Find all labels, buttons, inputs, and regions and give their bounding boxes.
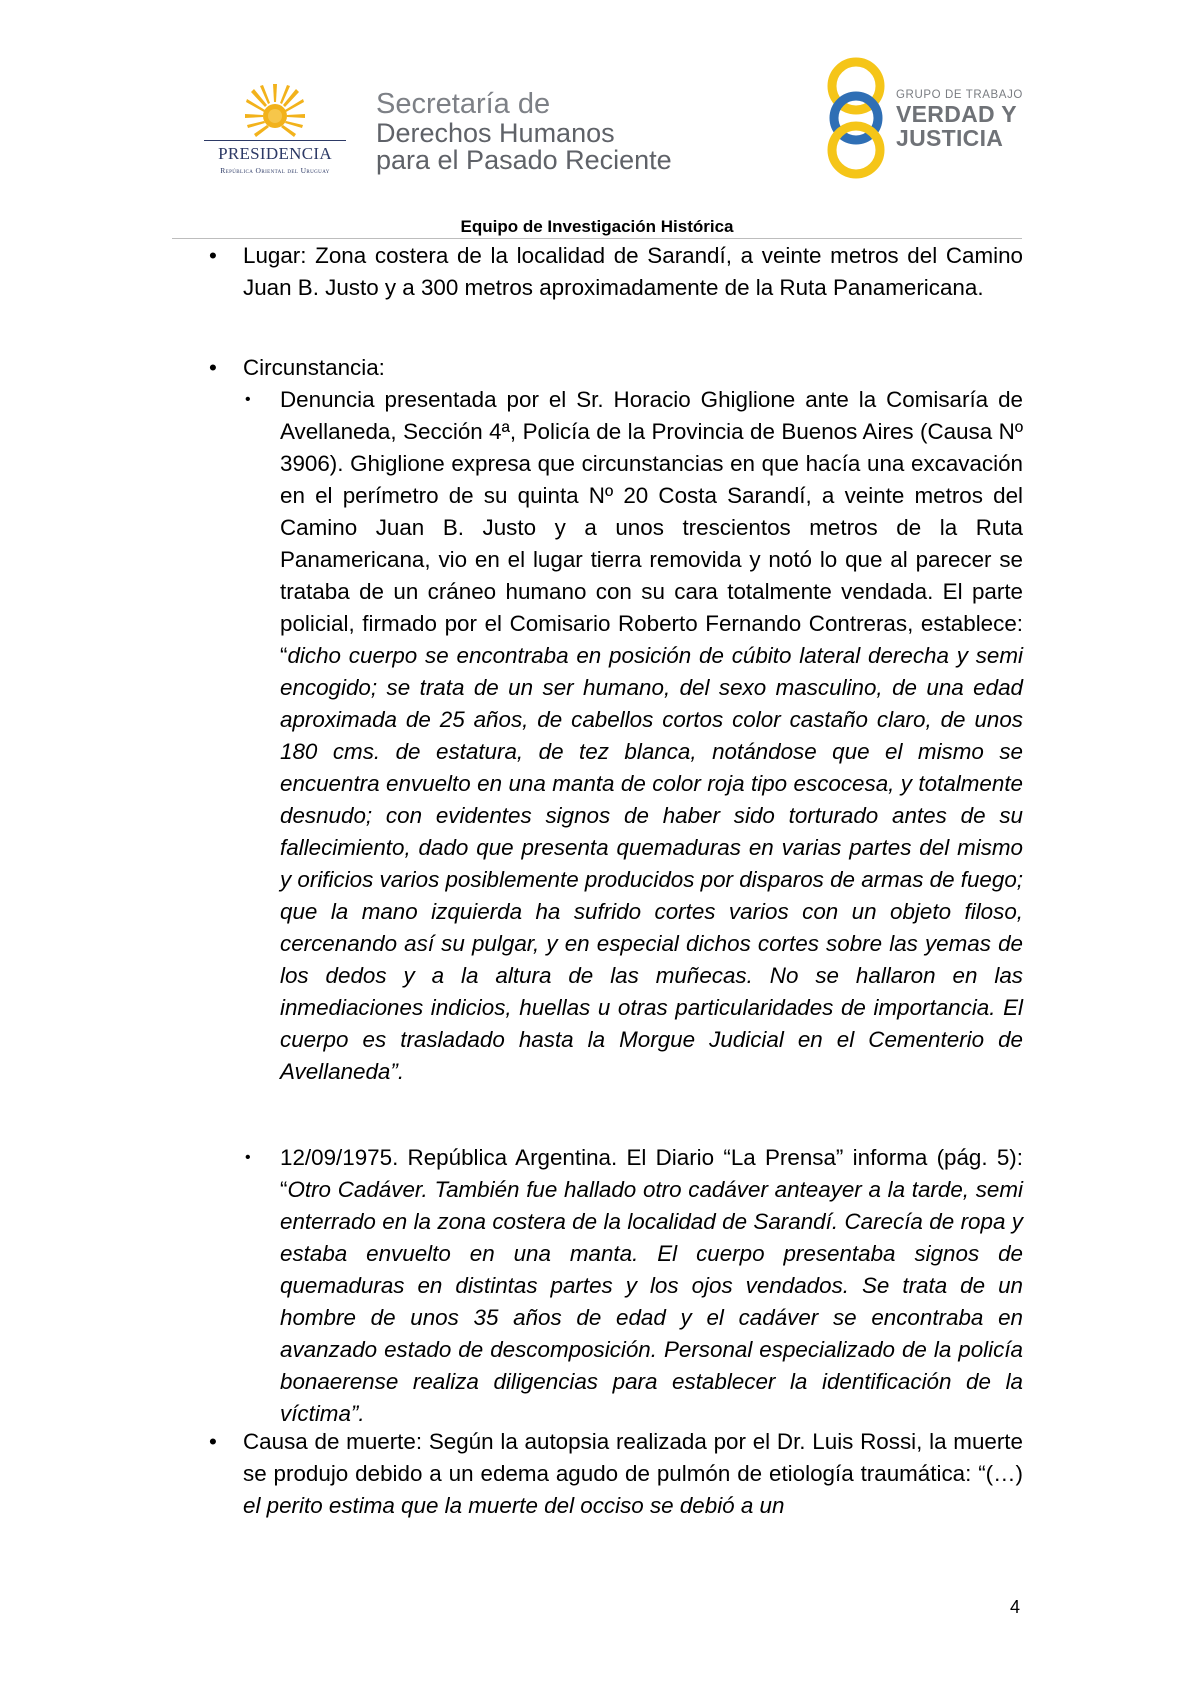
verdad-justicia-logo (818, 56, 1028, 180)
presidencia-logo (196, 82, 354, 178)
circunstancia-label: Circunstancia: (243, 355, 385, 380)
sun-emblem-icon (240, 82, 310, 142)
linked-rings-icon (818, 56, 894, 180)
page-number: 4 (1010, 1597, 1021, 1617)
team-title: Equipo de Investigación Histórica (460, 217, 734, 236)
header-divider (172, 238, 1022, 239)
bullet-causa: • (209, 1429, 217, 1454)
bullet-lugar: • (209, 243, 217, 268)
causa-quote: el perito estima que la muerte del occiso se debió a un (243, 1493, 785, 1518)
secretaria-line-3: para el Pasado Reciente (376, 145, 672, 175)
presidencia-subtitle: República Oriental del Uruguay (220, 166, 330, 175)
lugar-paragraph: Lugar: Zona costera de la localidad de Sarandí, a veinte metros del Camino Juan B. Justo y a 300 metros aproximadamente de la Ruta Panamericana. (243, 243, 1023, 300)
verdad-justicia-text (896, 88, 1023, 150)
denuncia-text: Denuncia presentada por el Sr. Horacio Ghiglione ante la Comisaría de Avellaneda, Sección 4ª, Policía de la Provincia de Buenos Aires (Causa Nº 3906). Ghiglione expresa que circunstancias en que hacía una excavación en el perímetro de su quinta Nº 20 Costa Sarandí, a veinte metros del Camino Juan B. Justo y a unos trescientos metros de la Ruta Panamericana, vio en el lugar tierra removida y notó lo que al parecer se trataba de un cráneo humano con su cara totalmente vendada. El parte policial, firmado por el Comisario Roberto Fernando Contreras, establece: “ (280, 387, 1023, 668)
denuncia-paragraph (280, 384, 1023, 1088)
gtvj-verdad-label: VERDAD Y (896, 101, 1017, 127)
logo-divider (204, 140, 346, 141)
causa-paragraph (243, 1426, 1023, 1522)
la-prensa-text: 12/09/1975. República Argentina. El Diario “La Prensa” informa (pág. 5): “ (280, 1145, 1023, 1202)
secretaria-line-2: Derechos Humanos (376, 118, 615, 148)
denuncia-quote: dicho cuerpo se encontraba en posición de cúbito lateral derecha y semi encogido; se trata de un ser humano, del sexo masculino, de una edad aproximada de 25 años, de cabellos cortos color castaño claro, de unos 180 cms. de estatura, de tez blanca, notándose que el mismo se encuentra envuelto en una manta de color roja tipo escocesa, y totalmente desnudo; con evidentes signos de haber sido torturado antes de su fallecimiento, dado que presenta quemaduras en varias partes del mismo y orificios varios posiblemente producidos por disparos de armas de fuego; que la mano izquierda ha sufrido cortes varios con un objeto filoso, cercenando así su pulgar, y en especial dichos cortes sobre las yemas de los dedos y a la altura de las muñecas. No se hallaron en las inmediaciones indicios, huellas u otras particularidades de importancia. El cuerpo es trasladado hasta la Morgue Judicial en el Cementerio de Avellaneda”. (280, 643, 1024, 1084)
secretaria-title (376, 88, 672, 174)
bullet-circunstancia: • (209, 355, 217, 380)
bullet-denuncia: • (245, 391, 251, 408)
gtvj-grupo-label: GRUPO DE TRABAJO (896, 89, 1023, 101)
la-prensa-paragraph (280, 1142, 1023, 1430)
la-prensa-quote: Otro Cadáver. También fue hallado otro cadáver anteayer a la tarde, semi enterrado en la zona costera de la localidad de Sarandí. Carecía de ropa y estaba envuelto en una manta. El cuerpo presentaba signos de quemaduras en distintas partes y los ojos vendados. Se trata de un hombre de unos 35 años de edad y el cadáver se encontraba en avanzado estado de descomposición. Personal especializado de la policía bonaerense realiza diligencias para establecer la identificación de la víctima”. (280, 1177, 1023, 1426)
bullet-la-prensa: • (245, 1149, 251, 1166)
page-header (0, 0, 1190, 240)
secretaria-line-1: Secretaría de (376, 88, 551, 120)
presidencia-wordmark: PRESIDENCIA (218, 144, 332, 163)
causa-text: Causa de muerte: Según la autopsia realizada por el Dr. Luis Rossi, la muerte se produjo debido a un edema agudo de pulmón de etiología traumática: “(…) (243, 1429, 1023, 1486)
gtvj-justicia-label: JUSTICIA (896, 125, 1004, 151)
